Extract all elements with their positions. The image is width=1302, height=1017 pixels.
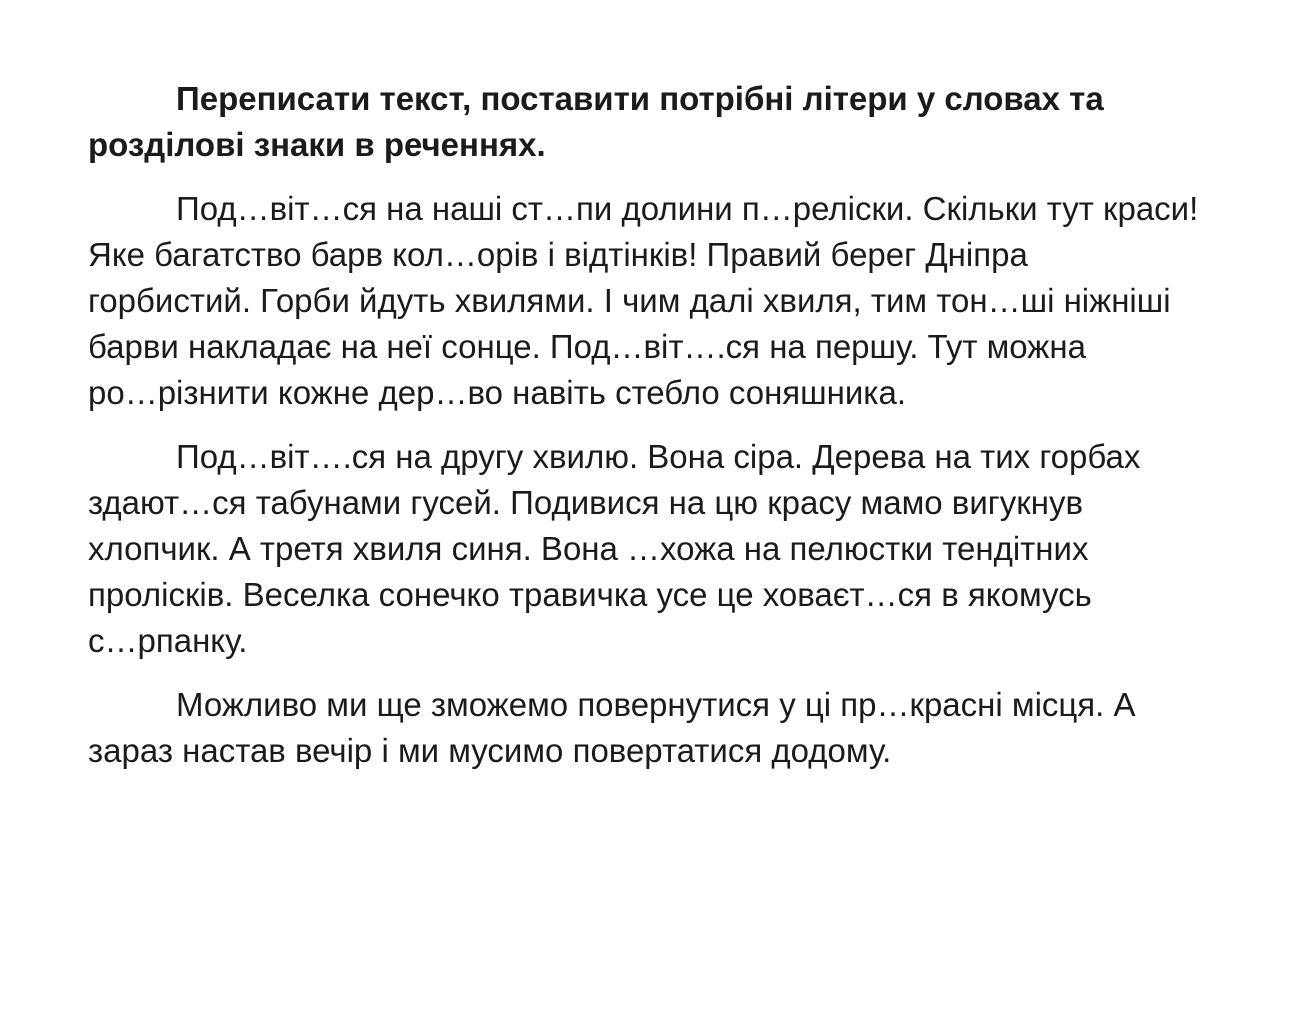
text-line: пролісків. Веселка сонечко травичка усе це ховаєт…ся в якомусь (88, 576, 1092, 613)
title-line: Переписати текст, поставити потрібні літери у словах та (176, 80, 1104, 117)
text-line: Яке багатство барв кол…орів і відтінків! Правий берег Дніпра (88, 236, 1028, 273)
text-line: барви накладає на неї сонце. Под…віт….ся на першу. Тут можна (88, 328, 1086, 365)
text-line: Под…віт…ся на наші ст…пи долини п…реліски. Скільки тут краси! (176, 190, 1199, 227)
text-line: Можливо ми ще зможемо повернутися у ці пр…красні місця. А (176, 686, 1136, 723)
title-line: розділові знаки в реченнях. (88, 126, 546, 163)
text-line: хлопчик. А третя хвиля синя. Вона …хожа на пелюстки тендітних (88, 530, 1089, 567)
text-line: ро…різнити кожне дер…во навіть стебло соняшника. (88, 374, 906, 411)
text-line: с…рпанку. (88, 622, 248, 659)
paragraph-2 (88, 434, 1258, 664)
paragraph-1 (88, 186, 1258, 416)
text-line: зараз настав вечір і ми мусимо повертатися додому. (88, 732, 892, 769)
text-line: Под…віт….ся на другу хвилю. Вона сіра. Дерева на тих горбах (176, 438, 1141, 475)
document-page (88, 76, 1258, 792)
text-line: горбистий. Горби йдуть хвилями. І чим далі хвиля, тим тон…ші ніжніші (88, 282, 1171, 319)
text-line: здают…ся табунами гусей. Подивися на цю красу мамо вигукнув (88, 484, 1083, 521)
paragraph-3 (88, 682, 1258, 774)
assignment-title (88, 76, 1258, 168)
